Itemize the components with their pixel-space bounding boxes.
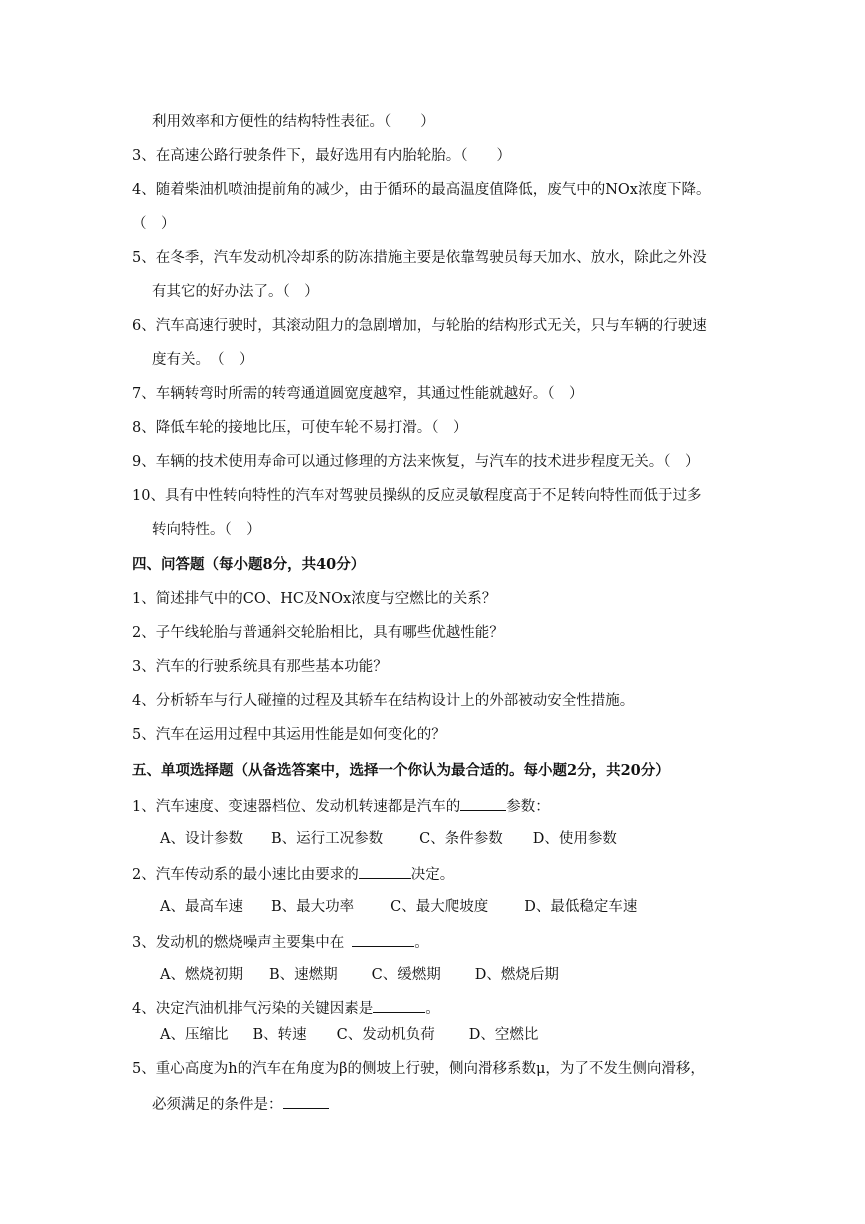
- mc-q5-line2: [152, 1093, 329, 1115]
- mc-q4-options: [160, 1025, 538, 1045]
- tf-q8: 8、降低车轮的接地比压，可使车轮不易打滑。（ ）: [132, 420, 468, 436]
- mc-q3: [132, 931, 429, 953]
- mc-q4-option-b: B、转速: [252, 1027, 307, 1043]
- tf-q4-line2: （ ）: [132, 216, 176, 232]
- mc-q3-stem-end: 。: [414, 935, 429, 951]
- mc-q3-option-d: D、燃烧后期: [474, 967, 559, 983]
- mc-q4-option-a: A、压缩比: [160, 1027, 229, 1043]
- mc-heading: 五、单项选择题（从备选答案中，选择一个你认为最合适的。每小题2分，共20分）: [132, 762, 670, 779]
- mc-q2: [132, 863, 454, 885]
- mc-q2-option-b: B、最大功率: [270, 899, 355, 915]
- mc-q1-option-b: B、运行工况参数: [270, 831, 384, 847]
- qa-item-4: 4、分析轿车与行人碰撞的过程及其轿车在结构设计上的外部被动安全性措施。: [132, 693, 635, 709]
- mc-q1-option-d: D、使用参数: [532, 831, 617, 847]
- tf-q5-line1: 5、在冬季，汽车发动机冷却系的防冻措施主要是依靠驾驶员每天加水、放水，除此之外没: [132, 250, 707, 266]
- tf-q6-line2: 度有关。 （ ）: [152, 352, 254, 368]
- mc-q1-stem-end: 参数：: [506, 799, 550, 815]
- tf-q10-line1: 10、具有中性转向特性的汽车对驾驶员操纵的反应灵敏程度高于不足转向特性而低于过多: [132, 488, 702, 504]
- mc-q2-options: [160, 897, 637, 917]
- mc-q1-options: [160, 829, 617, 849]
- tf-q3: 3、在高速公路行驶条件下，最好选用有内胎轮胎。（ ）: [132, 148, 511, 164]
- mc-q2-option-c: C、最大爬坡度: [390, 899, 489, 915]
- mc-q4: [132, 997, 440, 1019]
- mc-q2-stem-end: 决定。: [410, 867, 455, 883]
- tf-q2-continuation: 利用效率和方便性的结构特性表征。（ ）: [152, 114, 435, 130]
- tf-q6-line1: 6、汽车高速行驶时，其滚动阻力的急剧增加，与轮胎的结构形式无关，只与车辆的行驶速: [132, 318, 707, 334]
- mc-q3-stem: 3、发动机的燃烧噪声主要集中在: [132, 935, 345, 951]
- mc-q1: [132, 795, 550, 817]
- tf-q4-line1: 4、随着柴油机喷油提前角的减少，由于循环的最高温度值降低，废气中的NOx浓度下降。: [132, 182, 711, 198]
- tf-q5-line2: 有其它的好办法了。（ ）: [152, 284, 319, 300]
- mc-q1-option-c: C、条件参数: [419, 831, 503, 847]
- mc-q1-stem: 1、汽车速度、变速器档位、发动机转速都是汽车的: [132, 799, 461, 815]
- mc-q3-option-a: A、燃烧初期: [160, 967, 243, 983]
- mc-q4-stem-end: 。: [425, 1001, 440, 1017]
- qa-item-1: 1、简述排气中的CO、HC及NOx浓度与空燃比的关系？: [132, 591, 497, 607]
- mc-q2-option-a: A、最高车速: [160, 899, 243, 915]
- mc-q2-blank: [359, 863, 411, 879]
- mc-q1-option-a: A、设计参数: [160, 831, 243, 847]
- mc-q2-option-d: D、最低稳定车速: [524, 899, 638, 915]
- mc-q4-stem: 4、决定汽油机排气污染的关键因素是: [132, 1001, 374, 1017]
- mc-q3-option-c: C、缓燃期: [371, 967, 441, 983]
- mc-q4-option-c: C、发动机负荷: [336, 1027, 435, 1043]
- mc-q4-blank: [373, 997, 425, 1013]
- mc-q1-blank: [460, 795, 506, 811]
- tf-q9: 9、车辆的技术使用寿命可以通过修理的方法来恢复，与汽车的技术进步程度无关。（ ）: [132, 454, 700, 470]
- mc-q3-options: [160, 965, 559, 985]
- tf-q10-line2: 转向特性。（ ）: [152, 522, 261, 538]
- mc-q3-blank: [352, 931, 414, 947]
- qa-item-2: 2、子午线轮胎与普通斜交轮胎相比，具有哪些优越性能？: [132, 625, 504, 641]
- mc-q4-option-d: D、空燃比: [468, 1027, 539, 1043]
- qa-item-5: 5、汽车在运用过程中其运用性能是如何变化的？: [132, 727, 446, 743]
- qa-heading: 四、问答题（每小题8分，共40分）: [132, 556, 366, 573]
- mc-q3-option-b: B、速燃期: [268, 967, 338, 983]
- mc-q5-line1: 5、重心高度为h的汽车在角度为β的侧坡上行驶，侧向滑移系数μ，为了不发生侧向滑移，: [132, 1061, 705, 1077]
- mc-q5-blank: [283, 1093, 329, 1109]
- mc-q5-stem: 必须满足的条件是：: [152, 1097, 283, 1113]
- qa-item-3: 3、汽车的行驶系统具有那些基本功能？: [132, 659, 388, 675]
- tf-q7: 7、车辆转弯时所需的转弯通道圆宽度越窄，其通过性能就越好。（ ）: [132, 386, 584, 402]
- mc-q2-stem: 2、汽车传动系的最小速比由要求的: [132, 867, 359, 883]
